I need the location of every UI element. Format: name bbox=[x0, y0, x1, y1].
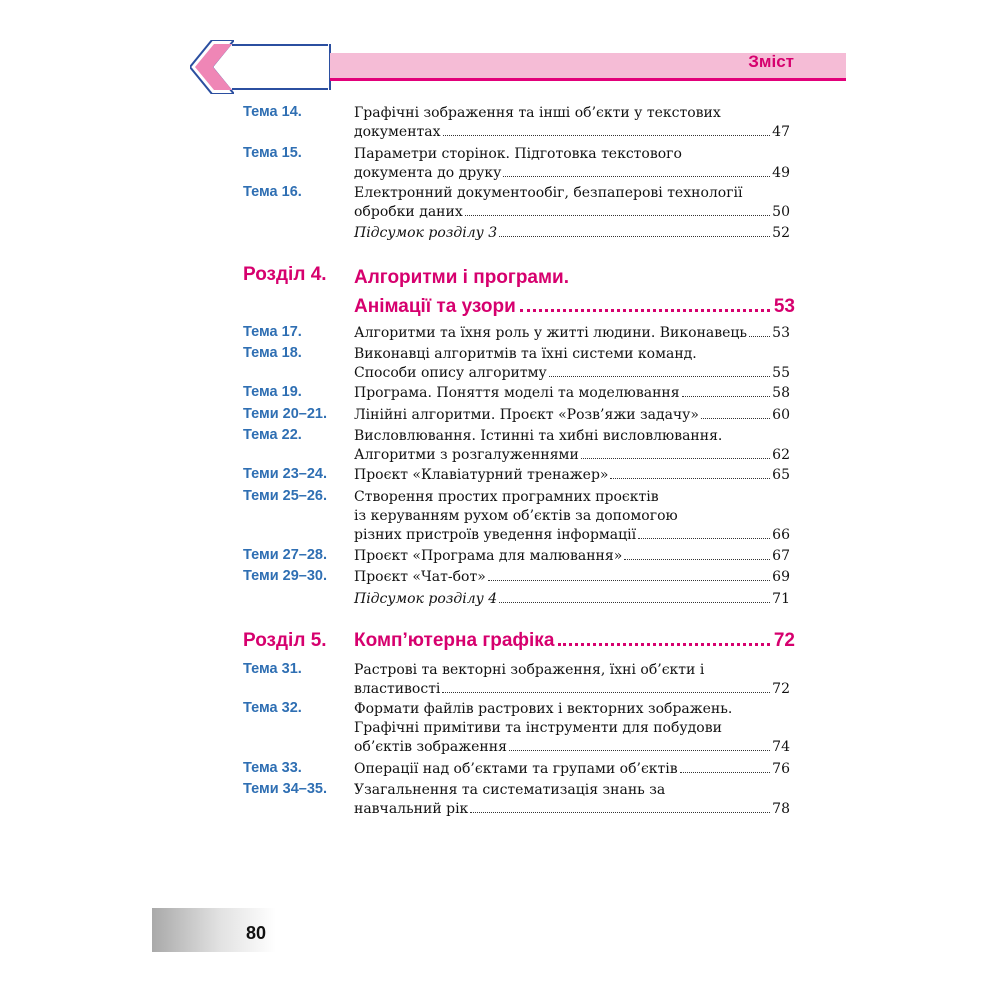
entry-text-last: Алгоритми з розгалуженнями bbox=[354, 447, 579, 463]
entry-label: Тема 16. bbox=[243, 184, 302, 200]
entry-page: 71 bbox=[772, 591, 790, 607]
entry-page: 58 bbox=[772, 385, 790, 401]
dot-leader bbox=[638, 538, 770, 539]
entry-text-last: об’єктів зображення bbox=[354, 739, 507, 755]
entry-page: 52 bbox=[772, 225, 790, 241]
entry-text-last: Проєкт «Чат-бот» bbox=[354, 569, 486, 585]
entry-page: 53 bbox=[772, 325, 790, 341]
dot-leader bbox=[749, 336, 770, 337]
header-rule-top bbox=[232, 44, 328, 46]
entry-text-last: документа до друку bbox=[354, 165, 502, 181]
entry-text-last: Алгоритми та їхня роль у житті людини. Виконавець bbox=[354, 325, 748, 341]
dot-leader bbox=[443, 135, 771, 136]
entry-label: Тема 15. bbox=[243, 145, 302, 161]
header-rule-bottom bbox=[232, 88, 328, 90]
entry-text-last: обробки даних bbox=[354, 204, 463, 220]
dot-leader bbox=[470, 812, 770, 813]
entry-text-line: Висловлювання. Істинні та хибні висловлювання. bbox=[354, 428, 723, 444]
entry-text-line: Виконавці алгоритмів та їхні системи команд. bbox=[354, 346, 697, 362]
entry-label: Теми 29–30. bbox=[243, 568, 328, 584]
entry-text-line: Графічні зображення та інші об’єкти у текстових bbox=[354, 105, 721, 121]
entry-text-last: Підсумок розділу 4 bbox=[354, 591, 498, 607]
entry-label: Тема 17. bbox=[243, 324, 302, 340]
dot-leader bbox=[509, 750, 770, 751]
entry-label: Теми 25–26. bbox=[243, 488, 328, 504]
entry-text-last: навчальний рік bbox=[354, 801, 469, 817]
entry-page: 76 bbox=[772, 761, 790, 777]
section-label: Розділ 4. bbox=[243, 264, 327, 285]
entry-text-last: Проєкт «Клавіатурний тренажер» bbox=[354, 467, 609, 483]
entry-page: 50 bbox=[772, 204, 790, 220]
entry-text-last: Операції над об’єктами та групами об’єктів bbox=[354, 761, 678, 777]
entry-label: Тема 14. bbox=[243, 104, 302, 120]
entry-page: 78 bbox=[772, 801, 790, 817]
entry-text-line: Електронний документообіг, безпаперові технології bbox=[354, 185, 743, 201]
dot-leader bbox=[680, 772, 771, 773]
section-page: 53 bbox=[773, 296, 795, 317]
entry-page: 47 bbox=[772, 124, 790, 140]
dot-leader bbox=[442, 692, 770, 693]
entry-page: 62 bbox=[772, 447, 790, 463]
entry-text-last: різних пристроїв уведення інформації bbox=[354, 527, 637, 543]
entry-label: Теми 34–35. bbox=[243, 781, 328, 797]
entry-page: 65 bbox=[772, 467, 790, 483]
entry-label: Теми 27–28. bbox=[243, 547, 328, 563]
entry-page: 55 bbox=[772, 365, 790, 381]
entry-text-line: Растрові та векторні зображення, їхні об’єкти і bbox=[354, 662, 705, 678]
section-title-line: Алгоритми і програми. bbox=[354, 267, 570, 288]
section-page: 72 bbox=[773, 630, 795, 651]
entry-label: Теми 20–21. bbox=[243, 406, 328, 422]
entry-page: 72 bbox=[772, 681, 790, 697]
dot-leader bbox=[488, 580, 770, 581]
dot-leader bbox=[499, 236, 770, 237]
dot-leader bbox=[701, 418, 770, 419]
entry-text-line: Формати файлів растрових і векторних зображень. bbox=[354, 701, 733, 717]
chevron-left-icon bbox=[190, 40, 234, 94]
section-title-last: Анімації та узори bbox=[354, 296, 516, 317]
entry-text-last: Лінійні алгоритми. Проєкт «Розв’яжи задачу» bbox=[354, 407, 699, 423]
header-underline bbox=[330, 78, 846, 81]
dot-leader bbox=[624, 559, 770, 560]
entry-text-last: документах bbox=[354, 124, 441, 140]
page-number: 80 bbox=[246, 923, 267, 943]
dot-leader bbox=[465, 215, 770, 216]
dot-leader bbox=[581, 458, 770, 459]
entry-text-line: Узагальнення та систематизація знань за bbox=[354, 782, 666, 798]
entry-text-last: властивості bbox=[354, 681, 441, 697]
dot-leader bbox=[520, 309, 770, 312]
entry-page: 69 bbox=[772, 569, 790, 585]
entry-page: 60 bbox=[772, 407, 790, 423]
dot-leader bbox=[610, 478, 770, 479]
dot-leader bbox=[549, 376, 770, 377]
dot-leader bbox=[503, 176, 770, 177]
dot-leader bbox=[558, 643, 769, 646]
entry-label: Тема 32. bbox=[243, 700, 302, 716]
entry-text-last: Підсумок розділу 3 bbox=[354, 225, 498, 241]
entry-text-last: Проєкт «Програма для малювання» bbox=[354, 548, 623, 564]
entry-label: Тема 19. bbox=[243, 384, 302, 400]
entry-page: 49 bbox=[772, 165, 790, 181]
entry-label: Тема 31. bbox=[243, 661, 302, 677]
dot-leader bbox=[499, 602, 770, 603]
entry-text-last: Програма. Поняття моделі та моделювання bbox=[354, 385, 680, 401]
entry-page: 74 bbox=[772, 739, 790, 755]
entry-page: 66 bbox=[772, 527, 790, 543]
entry-text-last: Способи опису алгоритму bbox=[354, 365, 547, 381]
entry-text-line: із керуванням рухом об’єктів за допомогою bbox=[354, 508, 678, 524]
entry-label: Тема 22. bbox=[243, 427, 302, 443]
entry-text-line: Параметри сторінок. Підготовка текстового bbox=[354, 146, 682, 162]
entry-page: 67 bbox=[772, 548, 790, 564]
page-title: Зміст bbox=[748, 52, 794, 71]
entry-label: Теми 23–24. bbox=[243, 466, 328, 482]
dot-leader bbox=[682, 396, 771, 397]
entry-label: Тема 18. bbox=[243, 345, 302, 361]
entry-text-line: Графічні примітиви та інструменти для побудови bbox=[354, 720, 722, 736]
section-title-last: Комп’ютерна графіка bbox=[354, 630, 555, 651]
entry-label: Тема 33. bbox=[243, 760, 302, 776]
entry-text-line: Створення простих програмних проєктів bbox=[354, 489, 659, 505]
section-label: Розділ 5. bbox=[243, 630, 327, 651]
